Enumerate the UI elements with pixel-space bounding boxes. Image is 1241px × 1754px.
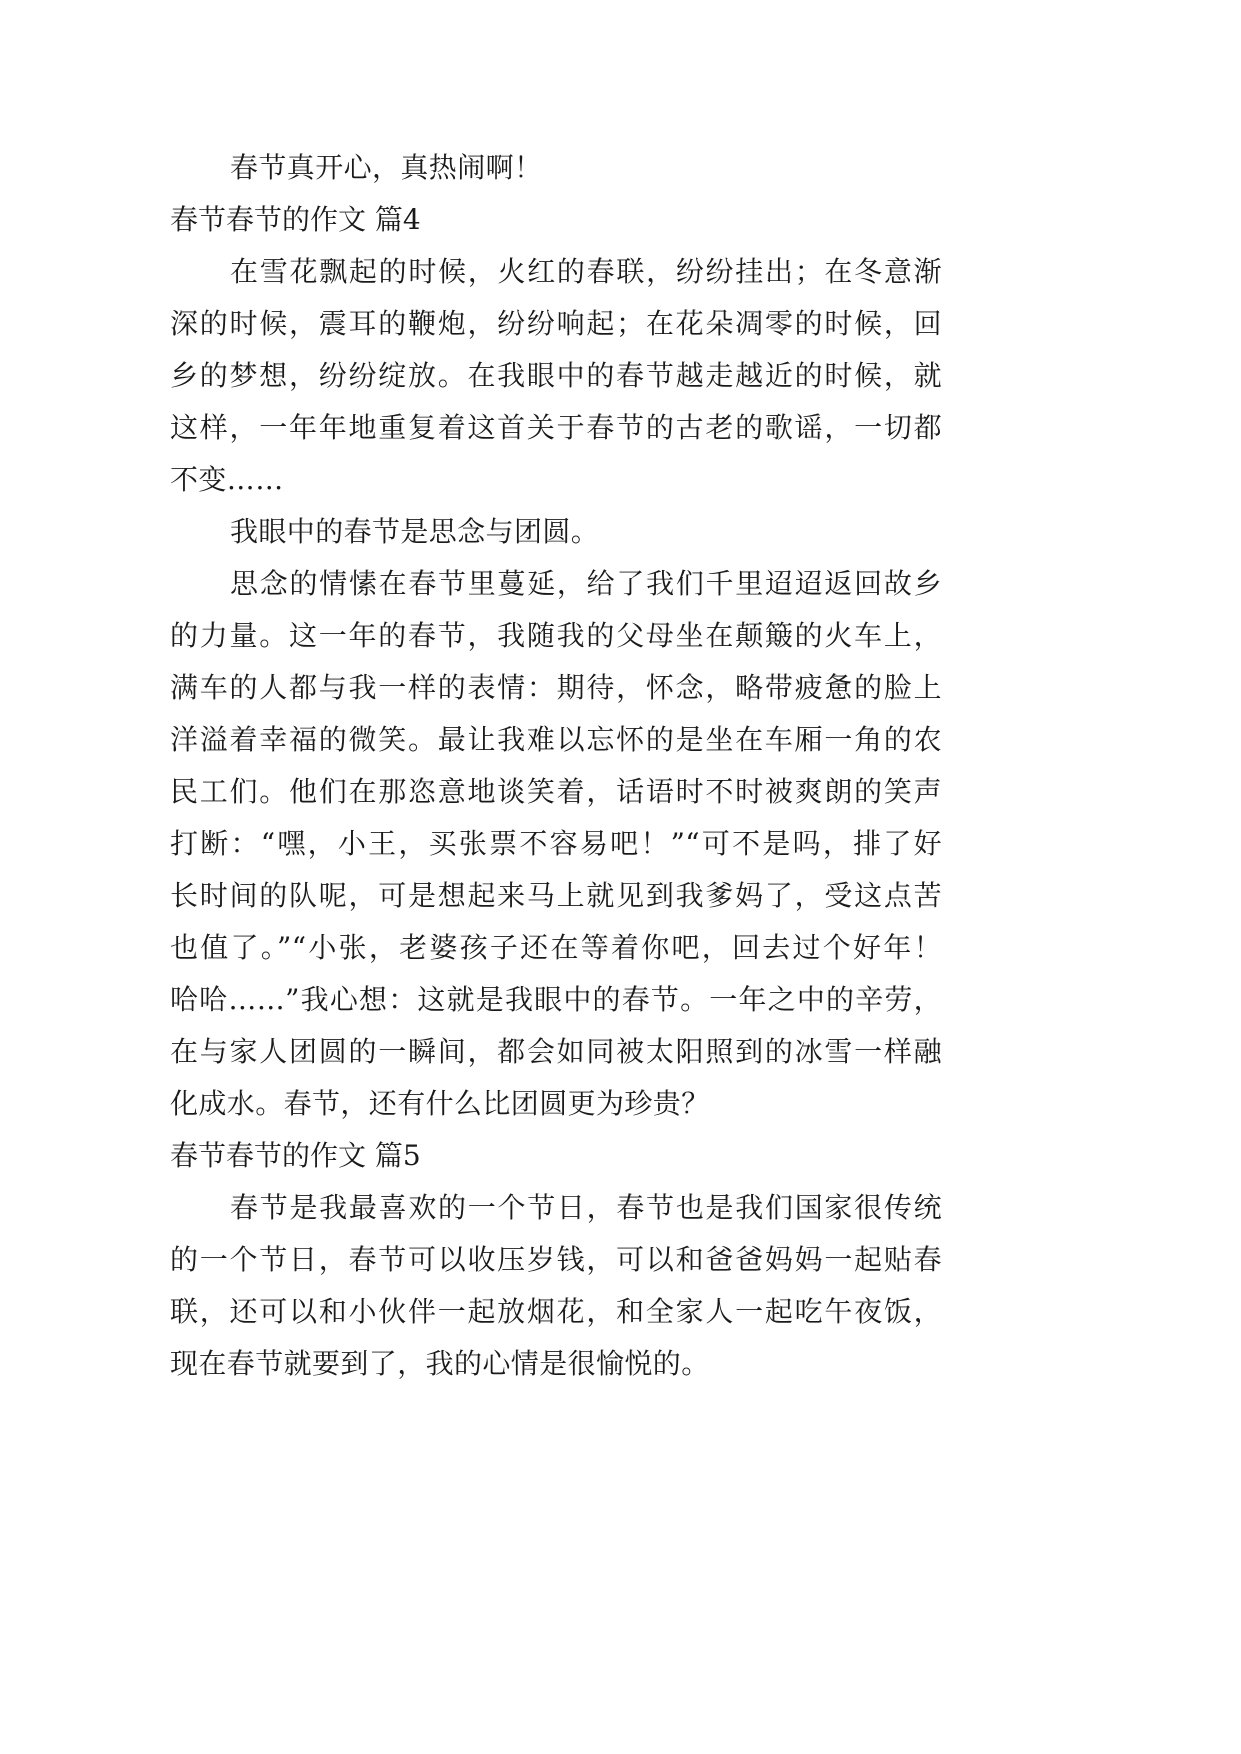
paragraph-line: 联，还可以和小伙伴一起放烟花，和全家人一起吃午夜饭，: [170, 1295, 942, 1328]
paragraph-line: 化成水。春节，还有什么比团圆更为珍贵？: [170, 1087, 710, 1120]
paragraph-line: 也值了。”“小张，老婆孩子还在等着你吧，回去过个好年！: [170, 931, 942, 964]
paragraph-line: 我眼中的春节是思念与团圆。: [230, 515, 600, 548]
paragraph: [170, 246, 942, 506]
paragraph-line: 打断：“嘿，小王，买张票不容易吧！”“可不是吗，排了好: [170, 827, 942, 860]
paragraph-line: 的力量。这一年的春节，我随我的父母坐在颠簸的火车上，: [170, 619, 942, 652]
paragraph-line: 民工们。他们在那恣意地谈笑着，话语时不时被爽朗的笑声: [170, 775, 942, 808]
paragraph-line: 现在春节就要到了，我的心情是很愉悦的。: [170, 1347, 710, 1380]
paragraph: [170, 558, 942, 1130]
paragraph-line: 这样，一年年地重复着这首关于春节的古老的歌谣，一切都: [170, 411, 942, 444]
paragraph-line: 思念的情愫在春节里蔓延，给了我们千里迢迢返回故乡: [230, 567, 942, 600]
paragraph: [170, 142, 942, 194]
section-heading: 春节春节的作文 篇4: [170, 203, 421, 236]
paragraph-line: 的一个节日，春节可以收压岁钱，可以和爸爸妈妈一起贴春: [170, 1243, 942, 1276]
paragraph: [170, 1182, 942, 1390]
paragraph-line: 乡的梦想，纷纷绽放。在我眼中的春节越走越近的时候，就: [170, 359, 942, 392]
paragraph-line: 长时间的队呢，可是想起来马上就见到我爹妈了，受这点苦: [170, 879, 942, 912]
section-heading: 春节春节的作文 篇5: [170, 1139, 421, 1172]
text-column: [170, 142, 942, 1390]
paragraph-line: 在雪花飘起的时候，火红的春联，纷纷挂出；在冬意渐: [230, 255, 942, 288]
paragraph-line: 洋溢着幸福的微笑。最让我难以忘怀的是坐在车厢一角的农: [170, 723, 942, 756]
paragraph-line: 哈哈……”我心想：这就是我眼中的春节。一年之中的辛劳，: [170, 983, 942, 1016]
paragraph-line: 在与家人团圆的一瞬间，都会如同被太阳照到的冰雪一样融: [170, 1035, 942, 1068]
paragraph: [170, 506, 942, 558]
paragraph-line: 春节真开心，真热闹啊！: [230, 151, 543, 184]
paragraph-line: 春节是我最喜欢的一个节日，春节也是我们国家很传统: [230, 1191, 942, 1224]
paragraph-line: 不变……: [170, 463, 284, 496]
paragraph-line: 满车的人都与我一样的表情：期待，怀念，略带疲惫的脸上: [170, 671, 942, 704]
paragraph-line: 深的时候，震耳的鞭炮，纷纷响起；在花朵凋零的时候，回: [170, 307, 942, 340]
